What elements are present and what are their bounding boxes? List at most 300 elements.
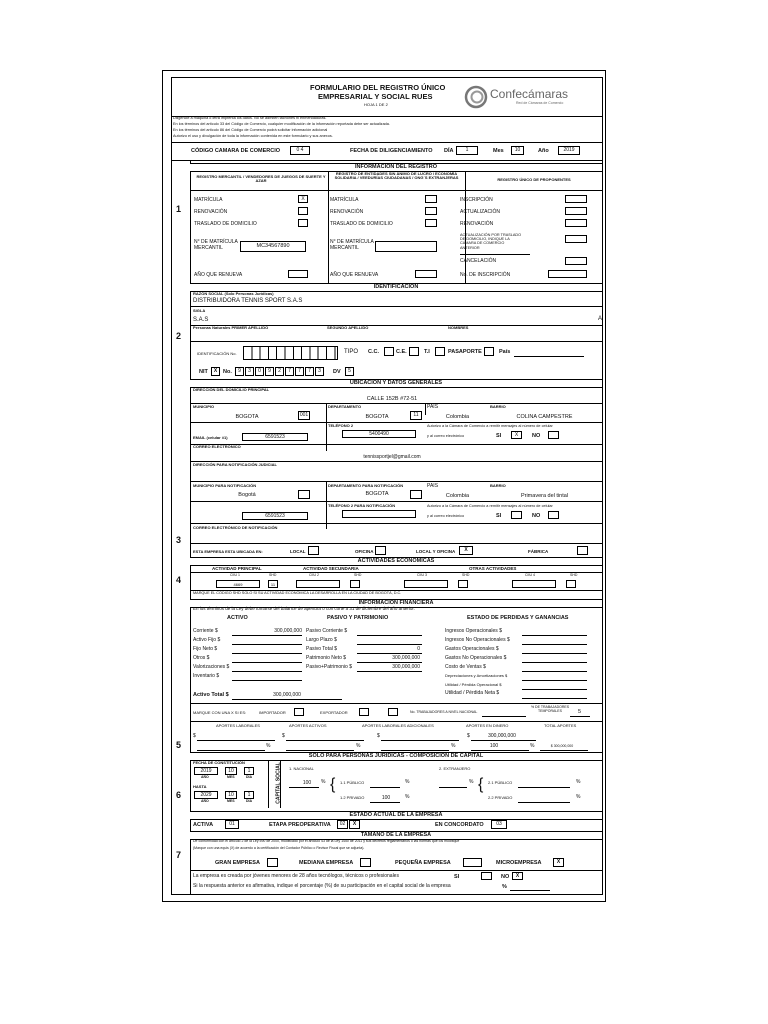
nit-digit: 9 <box>235 367 244 376</box>
sec1-renovacion2-label: RENOVACIÓN <box>330 209 364 215</box>
sec5-note: En los términos de la Ley debe tomarse del balance de apertura o con corte a 31 de diciembre del año anterior. <box>193 606 415 611</box>
sec4-sh4-field[interactable] <box>566 580 576 588</box>
sec1-nmatricula-field[interactable]: MC34567890 <box>240 241 306 252</box>
sec3-line <box>190 403 602 404</box>
sec5-input-line <box>232 653 302 654</box>
sec4-sh2-label: SHD <box>354 573 362 577</box>
sec7-no-label: NO <box>501 874 510 880</box>
sec4-number: 4 <box>176 575 182 585</box>
sec4-ciiu1-field[interactable]: 4669 <box>216 580 260 588</box>
sections-frame <box>171 160 603 895</box>
sec5-aportes-pct-value[interactable]: 100 <box>489 743 499 749</box>
sec5-temporales-label: % DE TRABAJADORES TEMPORALES <box>530 705 570 713</box>
sec1-anio-renueva2-label: AÑO QUE RENUEVA <box>330 272 379 278</box>
sec6-h-mes[interactable]: 10 <box>225 791 237 799</box>
sec6-number: 6 <box>176 790 182 800</box>
sec1-col1-head: REGISTRO MERCANTIL / VENDEDORES DE JUEGOS DE SUERTE Y AZAR <box>196 174 326 184</box>
sec5-aportes-din-label: APORTES EN DINERO <box>466 723 509 728</box>
sec3-dir-principal-label: DIRECCIÓN DEL DOMICILIO PRINCIPAL <box>193 387 270 392</box>
sec6-line <box>518 802 570 803</box>
sec3-departamento-label: DEPARTAMENTO <box>328 404 362 409</box>
sec6-anio-label: AÑO <box>201 775 209 779</box>
sec1-camara-anterior-line <box>460 254 530 255</box>
sec5-input-line <box>357 671 422 672</box>
sec5-input-line <box>522 653 587 654</box>
sec2-razon-label: RAZÓN SOCIAL (Solo Personas Jurídicas) <box>193 291 274 296</box>
sec7-concordato-field[interactable]: 03 <box>491 820 507 829</box>
sec2-ce-label: C.E. <box>396 349 407 355</box>
sec3-barrio-value[interactable]: COLINA CAMPESTRE <box>516 414 573 420</box>
anio-label: Año <box>538 148 549 154</box>
sec3-correo-elec2: y al correo electrónico <box>427 514 465 518</box>
sec2-ce-checkbox[interactable] <box>409 347 419 356</box>
sec3-divider <box>425 403 426 415</box>
sec4-ciiu3-label: CIIU 3 <box>417 573 427 577</box>
sec2-identificacion-label: IDENTIFICACIÓN No. <box>197 351 237 356</box>
sec7-etapa-label: ETAPA PREOPERATIVA <box>269 822 331 828</box>
intro-notes <box>171 115 603 143</box>
sec7-mediana-label: MEDIANA EMPRESA <box>299 860 354 866</box>
sec5-input-line <box>522 644 587 645</box>
sec1-anio-renueva2-field[interactable] <box>415 270 437 278</box>
sec1-head-line <box>190 190 602 191</box>
sec4-sh1-label: SHD <box>269 573 277 577</box>
sec6-divider <box>280 760 281 808</box>
sec6-c-dia[interactable]: 1 <box>244 767 254 775</box>
sec6-c-mes[interactable]: 10 <box>225 767 237 775</box>
sec5-aportes-line <box>471 740 536 741</box>
sec5-trabajadores-line <box>482 716 526 717</box>
sec1-col-divider <box>328 171 329 291</box>
sec5-exportador-checkbox[interactable] <box>359 708 369 716</box>
sec6-line <box>370 802 400 803</box>
mes-label: Mes <box>493 148 504 154</box>
sec6-divider <box>268 760 269 808</box>
sec6-privado2-label: 2.2 PRIVADO <box>488 795 513 800</box>
sec1-renovacion3-checkbox[interactable] <box>565 219 587 227</box>
sec2-sigla-label: SIGLA <box>193 308 206 313</box>
dia-label: DÍA <box>444 148 454 154</box>
sec3-local-checkbox[interactable] <box>308 546 319 555</box>
sec3-departamento-code[interactable]: 11 <box>410 411 422 420</box>
nit-digit: 3 <box>245 367 254 376</box>
sec3-pais2-label: PAIS <box>427 483 439 489</box>
sec3-local-oficina-label: LOCAL Y OFICINA <box>416 549 456 554</box>
nit-digit: 0 <box>255 367 264 376</box>
sec2-nit-checkbox[interactable]: X <box>211 367 220 376</box>
sec5-marque-label: MARQUE CON UNA X SI ES: <box>193 710 247 715</box>
sec3-correo-value[interactable]: tennissportjel@gmail.com <box>363 454 421 460</box>
sec7-activa-label: ACTIVA <box>193 822 214 828</box>
sec4-ciiu4-field[interactable] <box>512 580 556 588</box>
sec6-brace: { <box>478 776 484 793</box>
sec3-pais-label: PAIS <box>427 404 439 410</box>
sec5-line <box>190 703 602 704</box>
sec1-number: 1 <box>176 204 182 214</box>
sec3-oficina-label: OFICINA <box>355 549 374 554</box>
sec4-secundaria-label: ACTIVIDAD SECUNDARIA <box>303 566 359 571</box>
sec3-departamento-value[interactable]: BOGOTA <box>365 414 389 420</box>
sec6-line <box>370 787 400 788</box>
sec5-importador-checkbox[interactable] <box>294 708 304 716</box>
sec6-h-anio[interactable]: 2029 <box>194 791 218 799</box>
sec7-micro-label: MICROEMPRESA <box>496 860 542 866</box>
nit-digit: 7 <box>285 367 294 376</box>
sec2-dv-field[interactable]: 5 <box>345 367 354 376</box>
sec4-title: ACTIVIDADES ECONÓMICAS <box>190 557 602 566</box>
sec7-pequena-checkbox[interactable] <box>463 858 482 867</box>
sec5-pct: % <box>530 743 535 749</box>
sec3-si2-checkbox[interactable] <box>511 511 522 519</box>
sec5-input-line <box>357 644 422 645</box>
sec5-activo-row: Inventario $ <box>193 673 220 679</box>
sec2-cc-checkbox[interactable] <box>384 347 394 356</box>
sec5-aportes-line <box>286 750 354 751</box>
sec6-pct: % <box>576 779 581 785</box>
sec1-inscripcion-label: INSCRIPCIÓN <box>460 197 493 203</box>
sec3-oficina-checkbox[interactable] <box>375 546 386 555</box>
sec6-pct: % <box>469 779 474 785</box>
sec5-pp-value[interactable]: 300,000,000 <box>392 664 420 670</box>
sec5-total-aportes-value[interactable]: $ 300,000,000 <box>550 744 574 748</box>
sec4-sh4-label: SHD <box>570 573 578 577</box>
sec2-no-label: No. <box>223 369 232 375</box>
sec1-traslado2-label: TRASLADO DE DOMICILIO <box>330 221 393 227</box>
sec1-no-inscripcion-field[interactable] <box>548 270 587 278</box>
sec5-title: INFORMACIÓN FINANCIERA <box>190 599 602 608</box>
top-row <box>171 142 603 161</box>
sec6-pct: % <box>405 794 410 800</box>
sec3-line <box>190 481 602 482</box>
sec5-total-value[interactable]: 300,000,000 <box>273 692 301 698</box>
sec5-estado-row: Gastos Operacionales $ <box>445 646 499 652</box>
sec4-ciiu3-field[interactable] <box>404 580 448 588</box>
sec1-anio-renueva-label: AÑO QUE RENUEVA <box>194 272 243 278</box>
sec5-input-line <box>522 635 587 636</box>
form-title-line1: FORMULARIO DEL REGISTRO ÚNICO <box>310 83 446 92</box>
sec6-h-dia[interactable]: 1 <box>244 791 254 799</box>
sec1-matricula2-checkbox[interactable] <box>425 195 437 203</box>
sec7-pct-label: % <box>502 884 507 890</box>
sec3-line <box>190 501 602 502</box>
form-header <box>171 77 603 117</box>
sec5-dollar: $ <box>377 733 380 739</box>
sec1-anio-renueva-field[interactable] <box>288 270 308 278</box>
sec5-estado-row: Utilidad / Pérdida Neta $ <box>445 690 500 696</box>
sec6-priv-pct[interactable]: 100 <box>381 795 391 801</box>
sec3-fabrica-checkbox[interactable] <box>577 546 588 555</box>
sec5-pasivo-row: Pasivo Corriente $ <box>306 628 348 634</box>
sec5-importador-label: IMPORTADOR <box>259 710 286 715</box>
dia-field[interactable]: 1 <box>456 146 478 155</box>
mes-field[interactable]: 10 <box>511 146 524 155</box>
sec3-correo-notif-label: CORREO ELECTRÓNICO DE NOTIFICACIÓN <box>193 525 278 530</box>
sec7-tamano-note2: (Marque con una equis (X) de acuerdo a la certificación del Contador Público o Revisor Fiscal que se adjunta). <box>193 846 365 850</box>
sec5-input-line <box>522 689 587 690</box>
sec5-line <box>190 721 602 722</box>
sec4-sh1-field[interactable]: 11 <box>268 580 278 588</box>
sec3-tel1-notif-field[interactable]: 6591523 <box>242 512 308 520</box>
sec3-dep-notif-label: DEPARTAMENTO PARA NOTIFICACIÓN <box>328 483 404 488</box>
intro-line: Diligencie a máquina o letra imprenta los datos. No se admiten tachones ni enmendaduras. <box>173 116 327 120</box>
sec6-nacional-label: 1. NACIONAL <box>289 766 314 771</box>
sec2-ti-checkbox[interactable] <box>435 347 445 356</box>
sec5-aportes-line <box>286 740 364 741</box>
sec5-pct: % <box>266 743 271 749</box>
sec5-temporales-line <box>570 716 590 717</box>
sec7-no-checkbox[interactable]: X <box>512 872 523 880</box>
sec5-pasivo-total-value[interactable]: 0 <box>417 646 420 652</box>
sec5-aportes-adic-label: APORTES LABORALES ADICIONALES <box>362 723 434 728</box>
sec5-pasivo-row: Pasivo Total $ <box>306 646 338 652</box>
sec6-brace: { <box>330 776 336 793</box>
sec6-anio-label: AÑO <box>201 799 209 803</box>
sec7-activa-field[interactable]: 01 <box>225 820 239 829</box>
sec2-number: 2 <box>176 331 182 341</box>
sec3-mun-notif-code[interactable] <box>298 490 310 499</box>
sec3-correo-label: CORREO ELECTRÓNICO <box>193 444 241 449</box>
sec5-total-line <box>232 699 342 700</box>
sec3-autorizo2: Autorizo a la Cámara de Comercio a remitir mensajes al número de celular <box>427 504 553 508</box>
sec2-nombres-label: NOMBRES <box>448 325 469 330</box>
sec3-mun-notif-value[interactable]: Bogotá <box>238 492 256 498</box>
sec3-no2-checkbox[interactable] <box>548 511 559 519</box>
sec3-divider <box>326 481 327 529</box>
sec5-dollar: $ <box>282 733 285 739</box>
sec1-cancelacion-checkbox[interactable] <box>565 257 587 265</box>
form-sheet <box>162 70 606 902</box>
sec3-si2-label: SI <box>496 513 502 519</box>
sec5-estado-row: Depreciaciones y Amortizaciones $ <box>445 673 508 678</box>
sec5-pasivo-label: PASIVO Y PATRIMONIO <box>327 615 389 621</box>
sec7-si-checkbox[interactable] <box>481 872 492 880</box>
sec5-exportador-label: EXPORTADOR <box>320 710 348 715</box>
sec6-hasta-label: HASTA <box>193 784 207 789</box>
sec1-matricula2-label: MATRÍCULA <box>330 197 359 203</box>
sec3-line <box>190 523 602 524</box>
logo-swirl-icon <box>464 85 488 109</box>
sec5-input-line <box>522 662 587 663</box>
sec3-email-num-label: EMAIL (celular #1) <box>193 435 228 440</box>
sec5-aportes-line <box>540 750 588 751</box>
sec3-no-checkbox[interactable] <box>548 431 559 439</box>
sec3-email-num-field[interactable]: 6591523 <box>242 433 308 441</box>
sec2-pais-line <box>514 356 584 357</box>
sec2-primer-apellido-label: Personas Naturales PRIMER APELLIDO <box>193 325 269 330</box>
sec1-matricula-checkbox[interactable]: X <box>298 195 308 203</box>
sec6-publico2-label: 2.1 PÚBLICO <box>488 780 513 785</box>
sec7-number: 7 <box>176 850 182 860</box>
sec5-activo-row: Activo Fijo $ <box>193 637 221 643</box>
sec3-dir-value[interactable]: CALLE 152B #72-51 <box>366 396 418 402</box>
sec2-line <box>190 341 602 342</box>
sec2-ti-label: T.I <box>424 349 430 355</box>
sec2-nit-label: NIT <box>199 369 208 375</box>
sec6-mes-label: MES <box>227 775 235 779</box>
sec1-traslado-checkbox[interactable] <box>298 219 308 227</box>
sec6-nac-pct[interactable]: 100 <box>302 780 312 786</box>
sec5-dollar: $ <box>193 733 196 739</box>
sec7-micro-checkbox[interactable]: X <box>553 858 564 867</box>
sec7-estado-title: ESTADO ACTUAL DE LA EMPRESA <box>190 811 602 820</box>
sec3-local-label: LOCAL <box>290 549 306 554</box>
sec3-dep-notif-code[interactable] <box>410 490 422 499</box>
sec5-dollar: $ <box>467 733 470 739</box>
sec4-line <box>190 572 602 573</box>
sec3-municipio-code[interactable]: 001 <box>299 412 309 418</box>
sec6-line <box>518 787 570 788</box>
sec6-line <box>289 787 319 788</box>
sec6-pct: % <box>321 779 326 785</box>
sec5-input-line <box>232 671 302 672</box>
nit-digit: 3 <box>315 367 324 376</box>
sec6-constitucion-label: FECHA DE CONSTITUCIÓN <box>193 760 245 765</box>
sec5-pasivo-row: Pasivo+Patrimonio $ <box>306 664 352 670</box>
sec3-tel2-field[interactable]: 5400490 <box>342 430 416 438</box>
sec5-estado-row: Ingresos Operacionales $ <box>445 628 502 634</box>
sec5-activo-row: Otros $ <box>193 655 210 661</box>
sec3-barrio2-label: BARRIO <box>490 483 506 488</box>
sec5-aportes-act-label: APORTES ACTIVOS <box>289 723 327 728</box>
sec7-gran-checkbox[interactable] <box>267 858 278 867</box>
sec1-col2-head: REGISTRO DE ENTIDADES SIN ÁNIMO DE LUCRO / ECONOMÍA SOLIDARIA / VEEDURÍAS CIUDADANAS / ONG´S EXTRANJERAS <box>334 171 459 181</box>
sec6-privado-label: 1.2 PRIVADO <box>340 795 365 800</box>
sec3-dir-judicial-label: DIRECCIÓN PARA NOTIFICACIÓN JUDICIAL <box>193 462 277 467</box>
sec5-pasivo-row: Patrimonio Neto $ <box>306 655 347 661</box>
sec3-local-oficina-checkbox[interactable]: X <box>459 546 473 555</box>
sec3-tel2-label: TELÉFONO 2 <box>328 423 354 428</box>
sec1-nmatricula2-label: N° DE MATRÍCULA MERCANTIL <box>330 239 374 251</box>
sec7-gran-label: GRAN EMPRESA <box>215 860 260 866</box>
sec5-activo-label: ACTIVO <box>227 615 248 621</box>
sec1-nmatricula2-field[interactable] <box>375 241 437 252</box>
sec1-actualizacion-traslado-label: ACTUALIZACIÓN POR TRASLADO DE DOMICILIO, INDIQUE LA CÁMARA DE COMERCIO ANTERIOR <box>460 233 522 250</box>
sec3-barrio2-value[interactable]: Primavera del tintal <box>520 493 569 499</box>
sec3-tel-notif-field[interactable] <box>342 510 416 518</box>
nit-digit: 7 <box>295 367 304 376</box>
sec1-traslado-label: TRASLADO DE DOMICILIO <box>194 221 257 227</box>
sec2-pasaporte-checkbox[interactable] <box>484 347 494 356</box>
sec7-line <box>190 870 602 871</box>
sec3-dep-notif-value[interactable]: BOGOTA <box>365 491 389 497</box>
sec3-number: 3 <box>176 535 182 545</box>
sec2-sigla-value[interactable]: S.A.S <box>193 317 209 323</box>
sec6-title: SOLO PARA PERSONAS JURÍDICAS - COMPOSICIÓN DE CAPITAL <box>190 752 602 761</box>
sec7-concordato-label: EN CONCORDATO <box>435 822 484 828</box>
sec3-si-checkbox[interactable]: X <box>511 431 522 439</box>
confecamaras-logo <box>464 84 574 110</box>
sec3-title: UBICACIÓN Y DATOS GENERALES <box>190 379 602 388</box>
sec6-extranjero-label: 2. EXTRANJERO <box>439 766 471 771</box>
sec3-municipio-value[interactable]: BOGOTA <box>235 414 259 420</box>
sec5-aportes-line <box>197 750 265 751</box>
sec1-renovacion-checkbox[interactable] <box>298 207 308 215</box>
sec1-inscripcion-checkbox[interactable] <box>565 195 587 203</box>
sec5-extra-checkbox[interactable] <box>388 708 398 716</box>
sec1-cancelacion-label: CANCELACIÓN <box>460 258 497 264</box>
sec3-pais-value[interactable]: Colombia <box>445 414 470 420</box>
sec7-etapa-field[interactable]: 02 <box>337 820 348 829</box>
sec5-estado-row: Utilidad / Pérdida Operacional $ <box>445 682 502 687</box>
margin-letter: A <box>598 316 603 322</box>
sec7-etapa-checkbox[interactable]: X <box>349 820 360 829</box>
sec3-si-label: SI <box>496 433 502 439</box>
sec1-renovacion2-checkbox[interactable] <box>425 207 437 215</box>
sec5-aportes-line <box>197 740 275 741</box>
sec2-pais-label: País <box>499 349 511 355</box>
sec6-line <box>439 787 467 788</box>
sec1-traslado2-checkbox[interactable] <box>425 219 437 227</box>
sec6-capital-social-label: CAPITAL SOCIAL <box>275 762 282 804</box>
sec4-sh2-field[interactable] <box>350 580 360 588</box>
sec1-renovacion3-label: RENOVACIÓN <box>460 221 494 227</box>
sec7-pequena-label: PEQUEÑA EMPRESA <box>395 860 451 866</box>
sec5-trabajadores-label: No. TRABAJADORES A NIVEL NACIONAL <box>410 710 478 714</box>
camara-code-field[interactable]: 0 4 <box>290 146 310 155</box>
sec6-pct: % <box>405 779 410 785</box>
sec3-correo-elec: y al correo electrónico <box>427 434 465 438</box>
sec2-segundo-apellido-label: SEGUNDO APELLIDO <box>327 325 369 330</box>
sec5-pct: % <box>451 743 456 749</box>
sec5-temporales-value[interactable]: 5 <box>577 709 582 715</box>
sec3-line <box>190 444 602 445</box>
sec7-mediana-checkbox[interactable] <box>360 858 371 867</box>
sec5-aportes-din-value[interactable]: 300,000,000 <box>488 733 516 739</box>
sec2-id-digit-boxes[interactable] <box>243 346 338 360</box>
sec5-input-line <box>232 680 302 681</box>
sec5-aportes-line <box>471 750 529 751</box>
sec5-activo-corriente-value[interactable]: 300,000,000 <box>274 628 302 634</box>
sec5-input-line <box>232 644 302 645</box>
sec2-razon-value[interactable]: DISTRIBUIDORA TENNIS SPORT S.A.S <box>193 298 303 304</box>
sec1-matricula-label: MATRÍCULA <box>194 197 223 203</box>
sec4-sh3-field[interactable] <box>458 580 468 588</box>
sec4-sh3-label: SHD <box>462 573 470 577</box>
sec4-ciiu1-label: CIIU 1 <box>230 573 240 577</box>
sec3-line <box>190 543 602 544</box>
sec6-c-anio[interactable]: 2019 <box>194 767 218 775</box>
sec1-col3-head: REGISTRO ÚNICO DE PROPONENTES <box>497 177 571 182</box>
logo-subtext: Red de Cámaras de Comercio <box>516 101 564 105</box>
sec2-tipo-label: TIPO <box>344 349 359 355</box>
sec6-dia-label: DÍA <box>246 775 253 779</box>
sec5-aportes-line <box>381 740 459 741</box>
sec5-patrimonio-value[interactable]: 300,000,000 <box>392 655 420 661</box>
sec3-barrio-label: BARRIO <box>490 404 506 409</box>
sec3-autorizo: Autorizo a la Cámara de Comercio a remitir mensajes al número de celular <box>427 424 553 428</box>
sec1-actualizacion-label: ACTUALIZACIÓN <box>460 209 501 215</box>
sec2-nit-digits[interactable] <box>235 367 325 376</box>
sec7-pct-line <box>510 890 550 891</box>
sec4-note: MARQUE EL CÓDIGO SHD SOLO SI SU ACTIVIDAD ECONÓMICA LA DESARROLLA EN LA CIUDAD DE BOGOTÁ, D.C. <box>193 591 402 595</box>
sec4-ciiu2-label: CIIU 2 <box>309 573 319 577</box>
sec1-renovacion-label: RENOVACIÓN <box>194 209 228 215</box>
sec5-estado-row: Ingresos No Operacionales $ <box>445 637 510 643</box>
anio-field[interactable]: 2019 <box>558 146 580 155</box>
form-title-line2: EMPRESARIAL Y SOCIAL RUES <box>318 92 433 101</box>
sec3-pais2-value[interactable]: Colombia <box>445 493 470 499</box>
sec1-nmatricula-label: N° DE MATRÍCULA MERCANTIL <box>194 239 238 251</box>
sec1-actualizacion-checkbox[interactable] <box>565 207 587 215</box>
sec5-input-line <box>522 671 587 672</box>
sec1-no-inscripcion-label: No. DE INSCRIPCIÓN <box>460 272 511 278</box>
sec2-dv-label: DV <box>333 369 341 375</box>
sec4-ciiu2-field[interactable] <box>296 580 340 588</box>
nit-digit: 7 <box>305 367 314 376</box>
intro-line: En los términos del artículo 33 del Código de Comercio, cualquier modificación de la información reportada debe ser actualizada. <box>173 122 390 126</box>
sec6-dia-label: DÍA <box>246 799 253 803</box>
sec1-actualizacion-traslado-checkbox[interactable] <box>565 235 587 243</box>
